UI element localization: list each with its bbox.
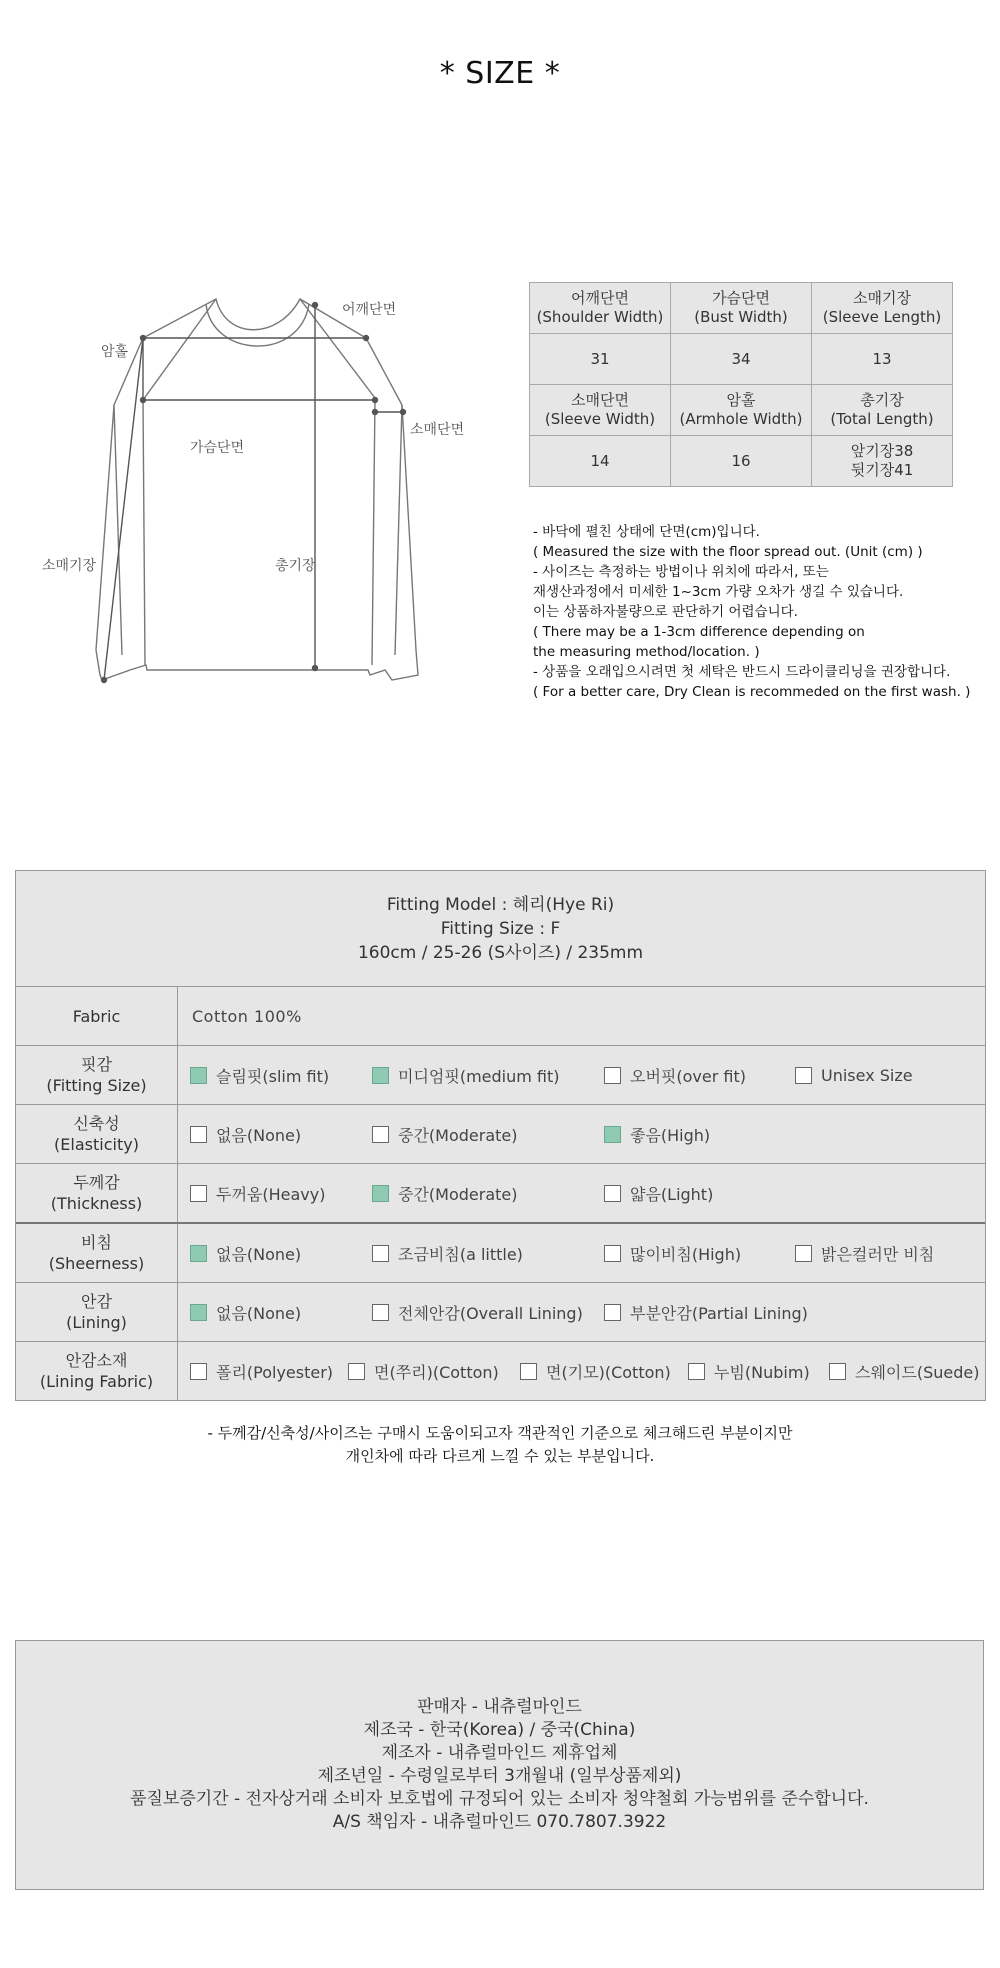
disclaimer-line: 개인차에 따라 다르게 느낄 수 있는 부분입니다. [345,1447,655,1465]
fitting-row-label [16,1283,178,1341]
fitting-row [16,1105,985,1164]
fitting-option [190,1342,333,1400]
option-label: 전체안감(Overall Lining) [398,1303,583,1323]
option-label: 없음(None) [216,1125,302,1145]
row-label-en: (Thickness) [50,1194,143,1213]
row-label-en: (Lining) [66,1313,127,1332]
size-header-cell [530,283,671,334]
fitting-info-table [15,870,986,1401]
fitting-row-label [16,1105,178,1163]
fitting-option [688,1342,810,1400]
fitting-option [372,1224,523,1282]
fitting-options-cell [178,1342,985,1400]
row-label-en: (Fitting Size) [46,1076,147,1095]
option-label: 두꺼움(Heavy) [216,1184,326,1204]
option-label: 부분안감(Partial Lining) [630,1303,808,1323]
unchecked-box-icon [372,1304,389,1321]
fitting-option [372,1105,518,1163]
size-table-value-row [530,436,953,487]
row-label-en: (Sheerness) [48,1254,145,1273]
fabric-row [16,987,985,1046]
option-label: 밝은컬러만 비침 [821,1244,935,1264]
fabric-label: Fabric [16,987,178,1045]
unchecked-box-icon [604,1185,621,1202]
note-line: - 바닥에 펼친 상태에 단면(cm)입니다. [533,524,760,540]
unchecked-box-icon [372,1245,389,1262]
fitting-row [16,1224,985,1283]
note-line: 이는 상품하자불량으로 판단하기 어렵습니다. [533,604,798,620]
header-en: (Sleeve Width) [544,410,656,428]
sleeve-width-label: 소매단면 [410,422,465,438]
fitting-option [190,1164,325,1222]
row-label-ko: 안감소재 [65,1351,128,1370]
fitting-option [372,1164,518,1222]
fitting-row-label [16,1046,178,1104]
option-label: 폴리(Polyester) [216,1362,334,1382]
checked-box-icon [190,1245,207,1262]
size-header-cell [671,385,812,436]
checked-box-icon [372,1067,389,1084]
row-label-en: (Lining Fabric) [39,1372,154,1391]
header-en: (Sleeve Length) [822,308,942,326]
fitting-options-cell [178,1224,985,1282]
fitting-option [372,1046,560,1104]
row-label-ko: 비침 [81,1233,112,1252]
fitting-row [16,1283,985,1342]
fitting-row-label [16,1342,178,1400]
info-line: 제조국 - 한국(Korea) / 중국(China) [363,1720,636,1740]
fitting-option [520,1342,671,1400]
note-line: the measuring method/location. ) [533,644,760,660]
unchecked-box-icon [348,1363,365,1380]
sleeve-length-label: 소매기장 [42,558,97,574]
size-value-cell: 34 [671,334,812,385]
note-line: - 사이즈는 측정하는 방법이나 위치에 따라서, 또는 [533,564,829,580]
header-ko: 암홀 [726,391,756,409]
info-line: 제조자 - 내츄럴마인드 제휴업체 [381,1743,618,1763]
shoulder-label: 어깨단면 [342,302,397,318]
header-en: (Total Length) [830,410,934,428]
fitting-option [190,1105,301,1163]
note-line: ( There may be a 1-3cm difference depending on [533,624,865,640]
fitting-model: Fitting Model : 혜리(Hye Ri) [386,894,615,915]
note-line: ( For a better care, Dry Clean is recommeded on the first wash. ) [533,684,971,700]
checked-box-icon [604,1126,621,1143]
fitting-option [604,1164,713,1222]
info-line: 판매자 - 내츄럴마인드 [417,1697,582,1717]
chest-label: 가슴단면 [190,440,245,456]
unchecked-box-icon [688,1363,705,1380]
header-en: (Armhole Width) [679,410,803,428]
size-value-cell [812,436,953,487]
header-ko: 가슴단면 [712,289,770,307]
back-length: 뒷기장41 [850,461,914,479]
size-table-value-row [530,334,953,385]
size-table-header-row [530,385,953,436]
option-label: 누빔(Nubim) [714,1362,810,1382]
disclaimer-line: - 두께감/신축성/사이즈는 구매시 도움이되고자 객관적인 기준으로 체크해드린 부분이지만 [207,1424,793,1442]
option-label: 면(기모)(Cotton) [546,1362,671,1382]
unchecked-box-icon [520,1363,537,1380]
option-label: 얇음(Light) [630,1184,714,1204]
unchecked-box-icon [829,1363,846,1380]
fitting-model-header [16,871,985,987]
fitting-options-cell [178,1283,985,1341]
option-label: 면(쭈리)(Cotton) [374,1362,499,1382]
size-table-header-row [530,283,953,334]
option-label: 오버핏(over fit) [630,1066,746,1086]
fitting-option [604,1046,746,1104]
option-label: 슬림핏(slim fit) [216,1066,330,1086]
fitting-row [16,1342,985,1400]
fitting-option [829,1342,979,1400]
fitting-option [604,1283,808,1341]
row-label-ko: 핏감 [81,1055,112,1074]
fitting-option [372,1283,583,1341]
option-label: 중간(Moderate) [398,1184,518,1204]
option-label: 스웨이드(Suede) [855,1362,980,1382]
fitting-row-label [16,1224,178,1282]
fitting-option [190,1224,301,1282]
unchecked-box-icon [372,1126,389,1143]
garment-size-diagram [30,280,480,700]
header-ko: 소매기장 [853,289,911,307]
product-info-box [15,1640,984,1890]
fabric-value-cell [178,987,985,1045]
fitting-option [604,1224,741,1282]
size-header-cell [530,385,671,436]
info-line: A/S 책임자 - 내츄럴마인드 070.7807.3922 [332,1812,667,1832]
row-label-ko: 두께감 [73,1173,120,1192]
unchecked-box-icon [190,1185,207,1202]
checked-box-icon [190,1304,207,1321]
option-label: 조금비침(a little) [398,1244,523,1264]
disclaimer [0,1422,1000,1468]
option-label: 없음(None) [216,1244,302,1264]
header-ko: 소매단면 [571,391,629,409]
option-label: 중간(Moderate) [398,1125,518,1145]
unchecked-box-icon [795,1245,812,1262]
fitting-row [16,1164,985,1224]
note-line: ( Measured the size with the floor spread out. (Unit (cm) ) [533,544,923,560]
size-header-cell [671,283,812,334]
note-line: 재생산과정에서 미세한 1~3cm 가량 오차가 생길 수 있습니다. [533,584,904,600]
front-length: 앞기장38 [850,442,914,460]
info-line: 제조년일 - 수령일로부터 3개월내 (일부상품제외) [317,1766,682,1786]
unchecked-box-icon [795,1067,812,1084]
row-label-ko: 안감 [81,1292,112,1311]
header-ko: 총기장 [860,391,904,409]
checked-box-icon [190,1067,207,1084]
fitting-option-rows [16,1046,985,1400]
fitting-row-label [16,1164,178,1222]
header-en: (Shoulder Width) [536,308,664,326]
fitting-spec: 160cm / 25-26 (S사이즈) / 235mm [357,942,644,963]
size-header-cell [812,283,953,334]
armhole-label: 암홀 [101,344,129,360]
fitting-option [190,1046,329,1104]
fitting-size: Fitting Size : F [440,918,561,939]
unchecked-box-icon [604,1245,621,1262]
checked-box-icon [372,1185,389,1202]
option-label: 좋음(High) [630,1125,711,1145]
option-label: 많이비침(High) [630,1244,742,1264]
fitting-options-cell [178,1105,985,1163]
fitting-options-cell [178,1164,985,1222]
size-value-cell: 31 [530,334,671,385]
unchecked-box-icon [190,1363,207,1380]
option-label: Unisex Size [821,1065,913,1085]
note-line: - 상품을 오래입으시려면 첫 세탁은 반드시 드라이클리닝을 권장합니다. [533,664,951,680]
option-label: 없음(None) [216,1303,302,1323]
unchecked-box-icon [604,1304,621,1321]
header-ko: 어깨단면 [571,289,629,307]
fitting-option [348,1342,499,1400]
size-value-cell: 13 [812,334,953,385]
info-line: 품질보증기간 - 전자상거래 소비자 보호법에 규정되어 있는 소비자 청약철회 가능범위를 준수합니다. [130,1789,869,1809]
row-label-en: (Elasticity) [54,1135,139,1154]
unchecked-box-icon [604,1067,621,1084]
size-value-cell: 14 [530,436,671,487]
size-notes [533,522,983,702]
fitting-options-cell [178,1046,985,1104]
size-value-cell: 16 [671,436,812,487]
page-title: * SIZE * [439,56,561,91]
fitting-option [795,1224,934,1282]
size-table [529,282,953,487]
fitting-option [604,1105,710,1163]
fitting-option [795,1046,913,1104]
total-length-label: 총기장 [275,558,316,574]
option-label: 미디엄핏(medium fit) [398,1066,560,1086]
fabric-value: Cotton 100% [192,1006,302,1026]
unchecked-box-icon [190,1126,207,1143]
size-header-cell [812,385,953,436]
fitting-option [190,1283,301,1341]
row-label-ko: 신축성 [73,1114,120,1133]
fitting-row [16,1046,985,1105]
header-en: (Bust Width) [694,308,788,326]
